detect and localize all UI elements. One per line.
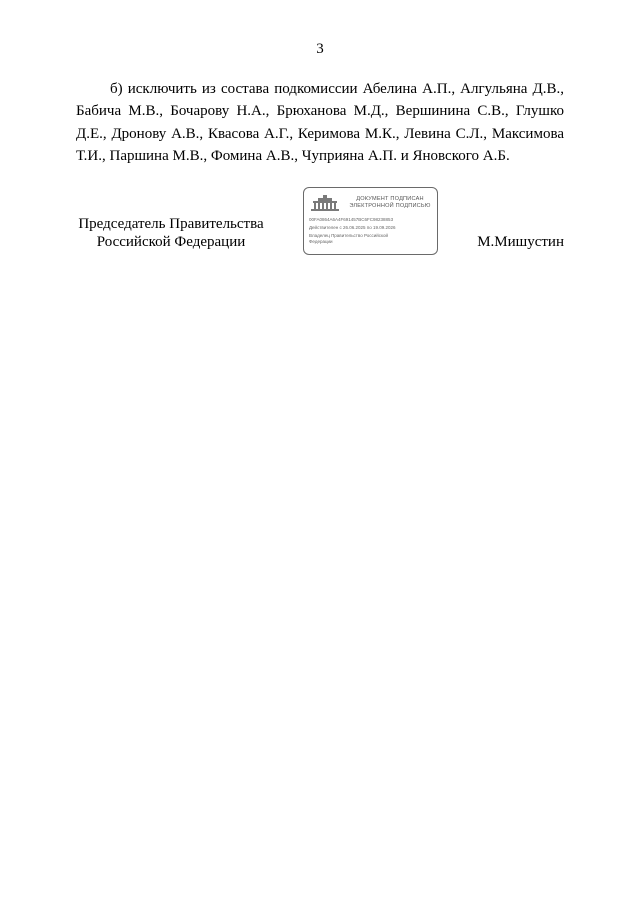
- stamp-owner-line1: Владелец Правительство Российской: [309, 233, 389, 238]
- stamp-owner-line2: Федерации: [309, 239, 333, 244]
- signatory-title-line1: Председатель Правительства: [78, 216, 264, 232]
- signatory-title: [76, 215, 266, 251]
- page-number: 3: [316, 41, 324, 57]
- exclusion-paragraph: [76, 78, 564, 168]
- stamp-header-line1: ДОКУМЕНТ ПОДПИСАН: [356, 196, 424, 202]
- stamp-validity: Действителен с 26.06.2025 по 19.09.2026: [309, 225, 396, 230]
- electronic-signature-stamp: [303, 187, 438, 255]
- government-building-icon: [310, 194, 340, 212]
- stamp-certificate: 00FA0864A6A4F691457BC6FC98238853: [309, 217, 394, 222]
- exclusion-text: б) исключить из состава подкомиссии Абелина А.П., Алгульяна Д.В., Бабича М.В., Бочарову Н.А., Брюханова М.Д., Вершинина С.В., Глушко Д.Е., Дронову А.В., Квасова А.Г., Керимова М.К., Левина С.Л., Максимова Т.И., Паршина М.В., Фомина А.В., Чуприяна А.П. и Яновского А.Б.: [76, 81, 564, 165]
- stamp-header: [346, 196, 434, 210]
- signatory-name: М.Мишустин: [477, 234, 564, 250]
- signatory-title-line2: Российской Федерации: [96, 234, 246, 250]
- stamp-header-line2: ЭЛЕКТРОННОЙ ПОДПИСЬЮ: [349, 203, 431, 209]
